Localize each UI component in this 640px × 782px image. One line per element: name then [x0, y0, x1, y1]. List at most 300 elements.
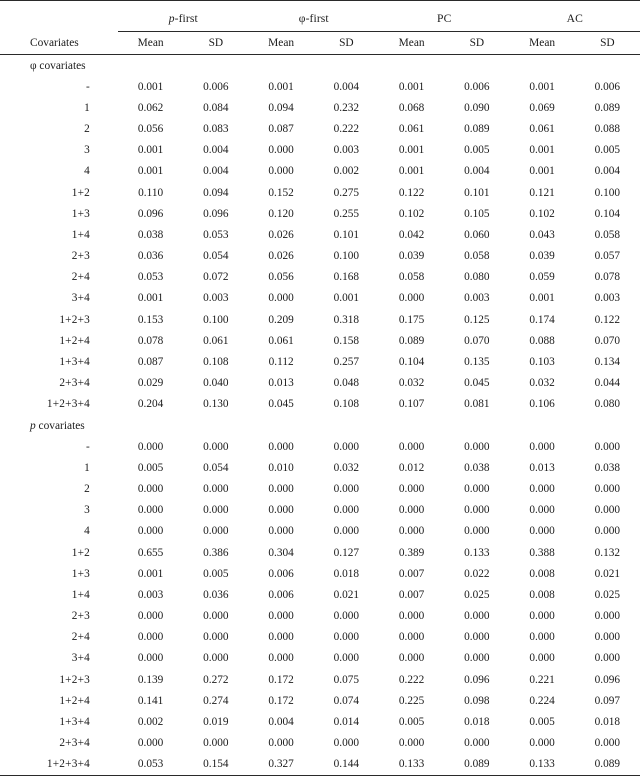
table-cell: 0.059: [510, 267, 575, 288]
row-label: 2+3+4: [0, 733, 118, 754]
group-header-ac: AC: [510, 5, 640, 32]
table-cell: 0.056: [249, 267, 314, 288]
table-cell: 0.000: [249, 140, 314, 161]
table-cell: 0.006: [575, 76, 640, 97]
table-cell: 0.038: [118, 224, 183, 245]
table-cell: 0.087: [118, 351, 183, 372]
table-row: [0, 330, 640, 351]
table-cell: 0.032: [379, 373, 444, 394]
table-row: [0, 563, 640, 584]
table-row: [0, 97, 640, 118]
table-cell: 0.005: [183, 563, 248, 584]
table-cell: 0.010: [249, 457, 314, 478]
group-header-p-suffix: -first: [175, 12, 198, 25]
table-cell: 0.090: [444, 97, 509, 118]
table-cell: 0.000: [249, 288, 314, 309]
table-cell: 0.000: [510, 478, 575, 499]
group-header-phi-suffix: -first: [306, 12, 329, 25]
table-cell: 0.078: [575, 267, 640, 288]
table-cell: 0.014: [314, 711, 379, 732]
table-cell: 0.000: [118, 627, 183, 648]
table-cell: 0.069: [510, 97, 575, 118]
table-cell: 0.000: [444, 478, 509, 499]
table-cell: 0.104: [575, 203, 640, 224]
table-cell: 0.000: [575, 733, 640, 754]
table-cell: 0.054: [183, 457, 248, 478]
table-cell: 0.089: [444, 118, 509, 139]
table-cell: 0.000: [510, 606, 575, 627]
table-cell: 0.121: [510, 182, 575, 203]
table-cell: 0.003: [575, 288, 640, 309]
table-cell: 0.133: [444, 542, 509, 563]
table-cell: 0.025: [575, 584, 640, 605]
table-cell: 0.000: [575, 648, 640, 669]
table-cell: 0.080: [575, 394, 640, 415]
table-cell: 0.000: [249, 436, 314, 457]
table-cell: 0.001: [118, 161, 183, 182]
table-cell: 0.141: [118, 690, 183, 711]
table-cell: 0.000: [510, 436, 575, 457]
section-title: [0, 55, 640, 77]
row-label: 3: [0, 140, 118, 161]
table-cell: 0.101: [444, 182, 509, 203]
table-cell: 0.038: [575, 457, 640, 478]
table-cell: 0.018: [444, 711, 509, 732]
table-cell: 0.088: [510, 330, 575, 351]
row-label: 1+3: [0, 203, 118, 224]
table-row: [0, 478, 640, 499]
row-label: 1+2+3+4: [0, 754, 118, 776]
table-cell: 0.000: [183, 521, 248, 542]
table-cell: 0.174: [510, 309, 575, 330]
table-cell: 0.039: [510, 246, 575, 267]
table-cell: 0.053: [183, 224, 248, 245]
table-cell: 0.032: [314, 457, 379, 478]
table-cell: 0.130: [183, 394, 248, 415]
table-cell: 0.000: [444, 500, 509, 521]
table-bottom-rule: [0, 776, 640, 782]
table-cell: 0.000: [575, 478, 640, 499]
table-cell: 0.001: [118, 288, 183, 309]
table-cell: 0.120: [249, 203, 314, 224]
table-cell: 0.000: [118, 436, 183, 457]
table-cell: 0.005: [118, 457, 183, 478]
table-body: [0, 55, 640, 776]
table-cell: 0.135: [444, 351, 509, 372]
row-label: -: [0, 76, 118, 97]
table-cell: 0.225: [379, 690, 444, 711]
table-cell: 0.005: [444, 140, 509, 161]
table-cell: 0.175: [379, 309, 444, 330]
table-cell: 0.088: [575, 118, 640, 139]
table-cell: 0.102: [510, 203, 575, 224]
table-row: [0, 690, 640, 711]
table-cell: 0.012: [379, 457, 444, 478]
table-row: [0, 118, 640, 139]
row-label: 3: [0, 500, 118, 521]
table-cell: 0.042: [379, 224, 444, 245]
row-label: 1+2: [0, 182, 118, 203]
table-cell: 0.222: [379, 669, 444, 690]
table-cell: 0.002: [118, 711, 183, 732]
table-row: [0, 733, 640, 754]
table-cell: 0.084: [183, 97, 248, 118]
table-row: [0, 288, 640, 309]
group-header-pc: PC: [379, 5, 510, 32]
table-cell: 0.021: [575, 563, 640, 584]
table-row: [0, 669, 640, 690]
table-cell: 0.000: [118, 521, 183, 542]
table-cell: 0.005: [575, 140, 640, 161]
table-cell: 0.000: [444, 521, 509, 542]
table-cell: 0.057: [575, 246, 640, 267]
table-cell: 0.094: [183, 182, 248, 203]
table-row: [0, 521, 640, 542]
table-footer: [0, 776, 640, 782]
table-cell: 0.000: [444, 733, 509, 754]
table-row: [0, 351, 640, 372]
table-cell: 0.000: [575, 436, 640, 457]
section-title-symbol: φ: [30, 60, 37, 72]
table-cell: 0.061: [249, 330, 314, 351]
table-cell: 0.386: [183, 542, 248, 563]
table-cell: 0.272: [183, 669, 248, 690]
table-cell: 0.072: [183, 267, 248, 288]
table-cell: 0.001: [379, 76, 444, 97]
table-cell: 0.001: [379, 140, 444, 161]
table-cell: 0.154: [183, 754, 248, 776]
table-cell: 0.004: [444, 161, 509, 182]
table-cell: 0.000: [249, 733, 314, 754]
table-cell: 0.083: [183, 118, 248, 139]
table-cell: 0.105: [444, 203, 509, 224]
table-cell: 0.002: [314, 161, 379, 182]
table-cell: 0.222: [314, 118, 379, 139]
table-cell: 0.000: [118, 500, 183, 521]
table-cell: 0.000: [249, 500, 314, 521]
table-cell: 0.139: [118, 669, 183, 690]
table-cell: 0.000: [510, 521, 575, 542]
table-row: [0, 246, 640, 267]
table-cell: 0.108: [183, 351, 248, 372]
table-cell: 0.275: [314, 182, 379, 203]
table-cell: 0.101: [314, 224, 379, 245]
row-label: 1+2: [0, 542, 118, 563]
table-cell: 0.000: [183, 606, 248, 627]
table-cell: 0.100: [183, 309, 248, 330]
table-cell: 0.000: [379, 288, 444, 309]
table-cell: 0.107: [379, 394, 444, 415]
row-label: 2: [0, 478, 118, 499]
column-header-sd-1: SD: [183, 32, 248, 55]
table-cell: 0.036: [118, 246, 183, 267]
table-cell: 0.021: [314, 584, 379, 605]
table-cell: 0.221: [510, 669, 575, 690]
table-row: [0, 436, 640, 457]
column-header-mean-2: Mean: [249, 32, 314, 55]
table-cell: 0.022: [444, 563, 509, 584]
table-cell: 0.000: [183, 478, 248, 499]
table-cell: 0.388: [510, 542, 575, 563]
row-label: 3+4: [0, 648, 118, 669]
table-cell: 0.000: [444, 436, 509, 457]
table-cell: 0.000: [510, 500, 575, 521]
table-cell: 0.087: [249, 118, 314, 139]
section-header-row: [0, 55, 640, 77]
table-cell: 0.127: [314, 542, 379, 563]
table-cell: 0.001: [510, 161, 575, 182]
table-row: [0, 182, 640, 203]
table-cell: 0.209: [249, 309, 314, 330]
table-row: [0, 457, 640, 478]
row-label: 4: [0, 521, 118, 542]
table-cell: 0.006: [249, 563, 314, 584]
table-cell: 0.001: [118, 76, 183, 97]
table-cell: 0.075: [314, 669, 379, 690]
column-header-sd-4: SD: [575, 32, 640, 55]
table-cell: 0.000: [379, 627, 444, 648]
table-cell: 0.000: [379, 648, 444, 669]
table-cell: 0.158: [314, 330, 379, 351]
table-cell: 0.133: [379, 754, 444, 776]
row-label: 1: [0, 457, 118, 478]
table-cell: 0.232: [314, 97, 379, 118]
table-cell: 0.000: [510, 627, 575, 648]
table-cell: 0.068: [379, 97, 444, 118]
section-title-symbol: p: [30, 420, 36, 432]
table-cell: 0.058: [575, 224, 640, 245]
table-row: [0, 711, 640, 732]
table-cell: 0.006: [249, 584, 314, 605]
table-cell: 0.006: [183, 76, 248, 97]
row-label: 1+3+4: [0, 351, 118, 372]
table-cell: 0.070: [575, 330, 640, 351]
table-cell: 0.000: [183, 627, 248, 648]
table-cell: 0.000: [379, 521, 444, 542]
column-header-sd-3: SD: [444, 32, 509, 55]
table-cell: 0.081: [444, 394, 509, 415]
row-label: 1+2+4: [0, 690, 118, 711]
table-cell: 0.133: [510, 754, 575, 776]
table-cell: 0.054: [183, 246, 248, 267]
table-cell: 0.097: [575, 690, 640, 711]
column-header-mean-1: Mean: [118, 32, 183, 55]
table-cell: 0.001: [510, 288, 575, 309]
table-cell: 0.038: [444, 457, 509, 478]
table-cell: 0.001: [510, 76, 575, 97]
table-cell: 0.000: [183, 648, 248, 669]
table-cell: 0.000: [444, 627, 509, 648]
row-label: 1+2+4: [0, 330, 118, 351]
table-cell: 0.003: [444, 288, 509, 309]
table-cell: 0.000: [575, 606, 640, 627]
row-label: 2: [0, 118, 118, 139]
table-cell: 0.056: [118, 118, 183, 139]
table-cell: 0.026: [249, 224, 314, 245]
group-header-spacer: [0, 5, 118, 32]
row-label: -: [0, 436, 118, 457]
table-cell: 0.018: [575, 711, 640, 732]
table-cell: 0.172: [249, 690, 314, 711]
table-cell: 0.000: [314, 606, 379, 627]
table-cell: 0.096: [118, 203, 183, 224]
table-cell: 0.045: [444, 373, 509, 394]
row-label: 1: [0, 97, 118, 118]
table-cell: 0.000: [575, 500, 640, 521]
table-cell: 0.000: [118, 606, 183, 627]
table-cell: 0.019: [183, 711, 248, 732]
table-row: [0, 309, 640, 330]
table-cell: 0.078: [118, 330, 183, 351]
table-cell: 0.000: [444, 648, 509, 669]
table-cell: 0.089: [379, 330, 444, 351]
table-row: [0, 140, 640, 161]
table-cell: 0.001: [314, 288, 379, 309]
table-cell: 0.000: [314, 478, 379, 499]
group-header-row: [0, 5, 640, 32]
table-cell: 0.000: [183, 436, 248, 457]
table-cell: 0.152: [249, 182, 314, 203]
table-cell: 0.144: [314, 754, 379, 776]
table-cell: 0.132: [575, 542, 640, 563]
table-cell: 0.389: [379, 542, 444, 563]
table-cell: 0.062: [118, 97, 183, 118]
table-cell: 0.018: [314, 563, 379, 584]
table-cell: 0.000: [118, 733, 183, 754]
row-label: 1+2+3: [0, 669, 118, 690]
table-cell: 0.013: [510, 457, 575, 478]
section-title: [0, 415, 640, 436]
table-cell: 0.032: [510, 373, 575, 394]
section-title-text: covariates: [37, 60, 86, 72]
table-cell: 0.318: [314, 309, 379, 330]
table-cell: 0.061: [510, 118, 575, 139]
row-label: 1+3+4: [0, 711, 118, 732]
table-cell: 0.053: [118, 754, 183, 776]
table-cell: 0.013: [249, 373, 314, 394]
table-cell: 0.106: [510, 394, 575, 415]
table-cell: 0.134: [575, 351, 640, 372]
row-label: 2+3: [0, 606, 118, 627]
section-header-row: [0, 415, 640, 436]
table-cell: 0.003: [314, 140, 379, 161]
table-cell: 0.000: [249, 478, 314, 499]
table-cell: 0.000: [379, 733, 444, 754]
row-label: 4: [0, 161, 118, 182]
table-cell: 0.000: [183, 733, 248, 754]
table-cell: 0.058: [444, 246, 509, 267]
table-cell: 0.000: [575, 627, 640, 648]
table-cell: 0.007: [379, 563, 444, 584]
group-header-phi-symbol: φ: [299, 12, 306, 25]
section-title-text: covariates: [36, 420, 85, 432]
table-row: [0, 754, 640, 776]
table-cell: 0.304: [249, 542, 314, 563]
column-header-mean-4: Mean: [510, 32, 575, 55]
table-cell: 0.029: [118, 373, 183, 394]
table-row: [0, 584, 640, 605]
row-label: 1+4: [0, 224, 118, 245]
table-cell: 0.089: [575, 754, 640, 776]
table-cell: 0.000: [314, 521, 379, 542]
table-cell: 0.001: [249, 76, 314, 97]
row-label: 1+2+3: [0, 309, 118, 330]
table-cell: 0.000: [249, 606, 314, 627]
table-cell: 0.000: [379, 606, 444, 627]
group-header-p-first: [118, 5, 249, 32]
table-cell: 0.168: [314, 267, 379, 288]
table-cell: 0.044: [575, 373, 640, 394]
table-cell: 0.094: [249, 97, 314, 118]
table-cell: 0.100: [575, 182, 640, 203]
table-cell: 0.001: [118, 563, 183, 584]
table-cell: 0.112: [249, 351, 314, 372]
table-cell: 0.036: [183, 584, 248, 605]
table-cell: 0.000: [379, 478, 444, 499]
table-cell: 0.000: [249, 521, 314, 542]
table-cell: 0.008: [510, 584, 575, 605]
table-cell: 0.098: [444, 690, 509, 711]
table-cell: 0.080: [444, 267, 509, 288]
group-header-phi-first: [249, 5, 380, 32]
table-cell: 0.070: [444, 330, 509, 351]
table-cell: 0.000: [249, 161, 314, 182]
table-cell: 0.122: [379, 182, 444, 203]
table-cell: 0.026: [249, 246, 314, 267]
table-cell: 0.110: [118, 182, 183, 203]
row-label: 1+3: [0, 563, 118, 584]
table-row: [0, 224, 640, 245]
table-cell: 0.005: [510, 711, 575, 732]
table-cell: 0.100: [314, 246, 379, 267]
table-cell: 0.001: [379, 161, 444, 182]
table-row: [0, 373, 640, 394]
column-header-covariates: Covariates: [0, 32, 118, 55]
table-cell: 0.004: [575, 161, 640, 182]
table-cell: 0.025: [444, 584, 509, 605]
table-cell: 0.074: [314, 690, 379, 711]
table-row: [0, 500, 640, 521]
row-label: 1+4: [0, 584, 118, 605]
table-cell: 0.000: [314, 436, 379, 457]
group-header-p-symbol: p: [169, 12, 175, 25]
table-cell: 0.000: [379, 500, 444, 521]
table-cell: 0.007: [379, 584, 444, 605]
column-header-sd-2: SD: [314, 32, 379, 55]
table-cell: 0.060: [444, 224, 509, 245]
table-cell: 0.039: [379, 246, 444, 267]
table-cell: 0.005: [379, 711, 444, 732]
table-cell: 0.000: [314, 500, 379, 521]
row-label: 2+4: [0, 627, 118, 648]
table-header: [0, 1, 640, 55]
table-cell: 0.096: [575, 669, 640, 690]
table-cell: 0.004: [183, 161, 248, 182]
table-cell: 0.224: [510, 690, 575, 711]
table-cell: 0.103: [510, 351, 575, 372]
table-row: [0, 267, 640, 288]
table-cell: 0.089: [575, 97, 640, 118]
table-cell: 0.655: [118, 542, 183, 563]
table-cell: 0.001: [118, 140, 183, 161]
table-cell: 0.000: [314, 733, 379, 754]
row-label: 2+3: [0, 246, 118, 267]
table-cell: 0.000: [510, 733, 575, 754]
table-cell: 0.000: [118, 648, 183, 669]
table-cell: 0.000: [183, 500, 248, 521]
table-cell: 0.089: [444, 754, 509, 776]
table-cell: 0.000: [314, 648, 379, 669]
